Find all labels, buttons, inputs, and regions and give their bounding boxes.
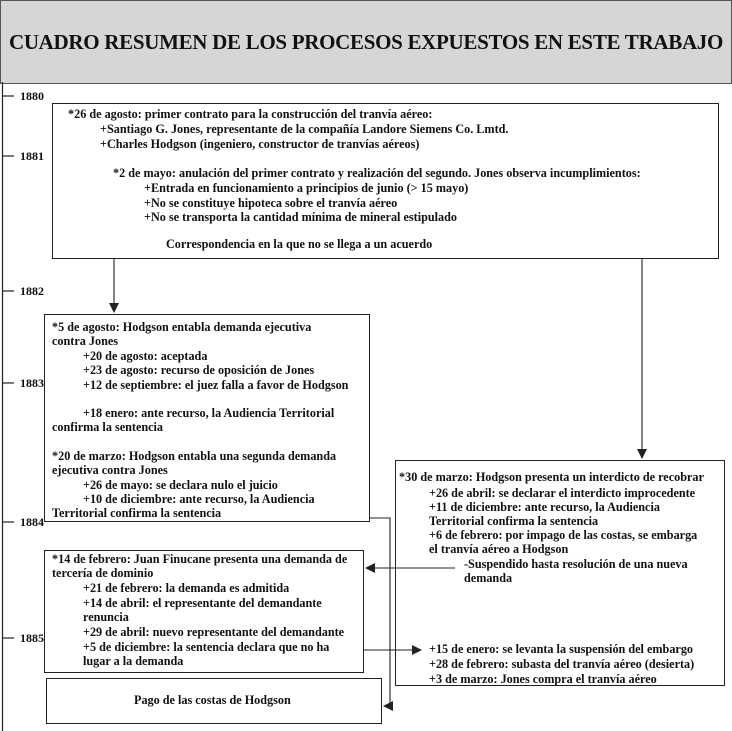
- box-interdicto-line: +15 de enero: se levanta la suspensión del embargo: [429, 642, 694, 656]
- box-terceria-line: lugar a la demanda: [83, 654, 184, 668]
- box-demandas-line: +20 de agosto: aceptada: [83, 349, 208, 363]
- box-demandas-line: *20 de marzo: Hodgson entabla una segunda demanda: [52, 449, 337, 463]
- box-contracts-line: Correspondencia en la que no se llega a un acuerdo: [166, 237, 433, 251]
- year-label-1885: 1885: [20, 631, 44, 645]
- box-interdicto-line: +28 de febrero: subasta del tranvía aéreo (desierta): [429, 657, 695, 671]
- box-contracts-line: *2 de mayo: anulación del primer contrato y realización del segundo. Jones observa incumplimientos:: [113, 166, 641, 180]
- box-interdicto-line: Territorial confirma la sentencia: [429, 514, 599, 528]
- box-interdicto-line: +26 de abril: se declarar el interdicto improcedente: [429, 486, 696, 500]
- box-demandas-line: *5 de agosto: Hodgson entabla demanda ejecutiva: [52, 320, 312, 334]
- box-demandas-line: confirma la sentencia: [52, 420, 164, 434]
- box-demandas-line: +10 de diciembre: ante recurso, la Audiencia: [83, 492, 315, 506]
- box-terceria-line: +29 de abril: nuevo representante del demandante: [83, 625, 345, 639]
- box-terceria-line: *14 de febrero: Juan Finucane presenta una demanda de: [52, 552, 348, 566]
- box-terceria-line: +5 de diciembre: la sentencia declara que no ha: [83, 640, 330, 654]
- box-demandas-line: +23 de agosto: recurso de oposición de Jones: [83, 363, 315, 377]
- box-contracts-line: *26 de agosto: primer contrato para la construcción del tranvía aéreo:: [68, 107, 433, 121]
- box-interdicto-line: *30 de marzo: Hodgson presenta un interdicto de recobrar: [399, 470, 704, 484]
- box-terceria-line: +21 de febrero: la demanda es admitida: [83, 581, 290, 595]
- box-interdicto-line: +6 de febrero: por impago de las costas, se embarga: [429, 528, 698, 542]
- arrow-demandas-to-pago: [370, 518, 390, 706]
- box-demandas-line: +12 de septiembre: el juez falla a favor de Hodgson: [83, 378, 349, 392]
- box-pago-costas-label: Pago de las costas de Hodgson: [134, 693, 291, 707]
- year-label-1882: 1882: [20, 284, 44, 298]
- box-contracts-line: +No se constituye hipoteca sobre el tranvía aéreo: [144, 196, 398, 210]
- year-label-1880: 1880: [20, 89, 44, 103]
- box-contracts-line: +Santiago G. Jones, representante de la compañía Landore Siemens Co. Lmtd.: [100, 122, 509, 136]
- box-interdicto-line: el tranvía aéreo a Hodgson: [429, 542, 569, 556]
- box-terceria-line: renuncia: [83, 610, 129, 624]
- box-contracts-line: +No se transporta la cantidad mínima de mineral estipulado: [144, 210, 457, 224]
- box-interdicto-line: demanda: [464, 571, 513, 585]
- box-demandas-line: Territorial confirma la sentencia: [52, 506, 222, 520]
- year-label-1884: 1884: [20, 515, 44, 529]
- box-contracts-line: +Charles Hodgson (ingeniero, constructor de tranvías aéreos): [100, 137, 420, 151]
- box-contracts-line: +Entrada en funcionamiento a principios de junio (> 15 mayo): [144, 181, 469, 195]
- box-demandas-line: +18 enero: ante recurso, la Audiencia Territorial: [83, 406, 335, 420]
- box-terceria-line: +14 de abril: el representante del demandante: [83, 596, 322, 610]
- year-label-1883: 1883: [20, 376, 44, 390]
- box-terceria-line: tercería de dominio: [52, 566, 154, 580]
- year-label-1881: 1881: [20, 149, 44, 163]
- box-interdicto-line: +3 de marzo: Jones compra el tranvía aéreo: [429, 672, 657, 686]
- box-interdicto-line: +11 de diciembre: ante recurso, la Audiencia: [429, 500, 660, 514]
- box-demandas-line: +26 de mayo: se declara nulo el juicio: [83, 478, 278, 492]
- page-title: CUADRO RESUMEN DE LOS PROCESOS EXPUESTOS EN ESTE TRABAJO: [8, 29, 724, 54]
- box-demandas-line: ejecutiva contra Jones: [52, 463, 168, 477]
- box-demandas-line: contra Jones: [52, 334, 119, 348]
- box-interdicto-line: -Suspendido hasta resolución de una nueva: [464, 557, 688, 571]
